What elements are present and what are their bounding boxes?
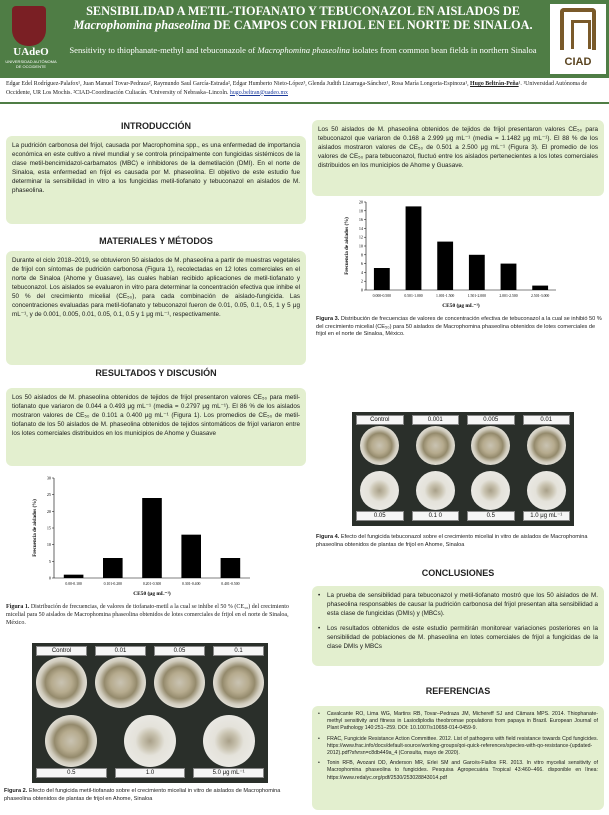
- fig4-caption-text: Efecto del fungicida tebuconazol sobre el crecimiento micelial in vitro de aislados de Macrophomina phaseolina obtenidos de plantas de frijol en Ahome, Sinaloa: [316, 534, 588, 548]
- fig4-dose-label: 0.5: [467, 511, 515, 521]
- fig3-y-tick-label: 0: [360, 287, 363, 293]
- fig1-y-tick-label: 10: [46, 542, 51, 548]
- fig1-caption: [6, 604, 298, 627]
- fig4-petri-dish: [471, 426, 510, 465]
- references-list: [318, 711, 598, 782]
- fig1-bar: [181, 535, 201, 578]
- uadeo-logo-sub: UNIVERSIDAD AUTÓNOMA DE OCCIDENTE: [5, 59, 57, 69]
- ciad-logo: [550, 4, 606, 74]
- fig2-petri-dish: [95, 657, 146, 708]
- fig3-bar: [469, 255, 485, 290]
- fig1-bar: [64, 575, 84, 578]
- poster-subtitle: [60, 45, 546, 56]
- header-divider: [0, 102, 609, 104]
- title-species: Macrophomina phaseolina: [73, 18, 211, 32]
- fig3-x-tick-label: 0.000-0.500: [372, 294, 392, 298]
- fig2-dose-label: 0.05: [154, 646, 205, 656]
- fig1-y-axis-label: Frecuencia de aislados (%): [33, 499, 38, 557]
- conclusion-item: • Los resultados obtenidos de este estudio permitirán monitorear variaciones posteriores en la sensibilidad de poblaciones de M. phaseolina en lotes comerciales de frijol a fungicidas de la clase DMIs y MBCs: [318, 624, 598, 651]
- fig2-caption-label: Figura 2.: [4, 788, 28, 794]
- fig3-x-tick-label: 0.501-1.000: [404, 294, 423, 298]
- fig3-y-tick-label: 18: [358, 208, 363, 214]
- subtitle-post: isolates from common bean fields in northern Sinaloa: [349, 45, 537, 55]
- intro-box: [6, 136, 306, 224]
- ciad-logo-brand: CIAD: [564, 56, 592, 68]
- poster-title: [58, 4, 548, 32]
- authors-text-a: Edgar Edel Rodríguez-Palafox¹, Juan Manuel Tovar-Pedraza², Raymundo Saul García-Estrada², Edgar Humberto Nieto-López³, Glenda Judith Lizarraga-Sánchez¹, Rosa María Longoria-Espinoza¹,: [6, 81, 471, 87]
- fig1-x-tick-label: 0.401-0.500: [221, 582, 240, 586]
- fig3-bar: [374, 268, 390, 290]
- fig4-dose-label: 0.1 0: [412, 511, 460, 521]
- fig3-y-tick-label: 20: [358, 199, 363, 205]
- fig4-caption: [316, 534, 604, 549]
- fig3-y-tick-label: 6: [360, 261, 363, 267]
- authors-line: [6, 80, 604, 97]
- fig3-bar-chart: [326, 198, 566, 312]
- fig2-caption-text: Efecto del fungicida metil-tiofanato sobre el crecimiento micelial in vitro de aislados de Macrophomina phaseolina obtenidos de plantas de frijol en Ahome, Sinaloa: [4, 788, 281, 802]
- methods-heading: MATERIALES Y MÉTODOS: [99, 236, 213, 246]
- results-box-right: [312, 120, 604, 196]
- reference-item: • Cavalcante RO, Lima WG, Martins RB, Tovar–Pedraza JM, Michereff SJ and Câmara MPS. 2014. Thiophanate-methyl sensitivity and fitness in Lasiodiplodia theobromae populations from papaya in Brazil. European Journal of Plant Pathology 140:251–259. DOI: 10.1007/s10658-014-0459-9.: [318, 711, 598, 733]
- fig1-bar-chart: [18, 474, 258, 602]
- fig4-petri-dish: [416, 426, 455, 465]
- reference-item: • Tonin RFB, Avozani DD, Anderson MR, Erlei SM and Garcés-Fiallos FR. 2013. In vitro mycelial sensitivity of Macrophomina phaseolina to fungicides. Pesquisa Agropecuária Tropical 43:460–466. disponible en línea: https://www.redalyc.org/pdf/2530/253028843014.pdf: [318, 760, 598, 782]
- fig1-caption-label: Figura 1.: [6, 604, 30, 610]
- fig3-x-tick-label: 1.501-2.000: [467, 294, 487, 298]
- fig1-x-tick-label: 0.101-0.200: [103, 582, 122, 586]
- fig3-bar: [406, 206, 422, 290]
- fig3-y-tick-label: 4: [360, 269, 363, 275]
- conclusion-item: • La prueba de sensibilidad para tebuconazol y metil-tiofanato mostró que los 50 aislados de M. phaseolina responsables de causar la pudrición carbonosa del frijol presentan alta sensibilidad a esta clase de fungicidas (DMIs) y (MBCs).: [318, 591, 598, 618]
- uadeo-logo: [4, 4, 57, 74]
- fig1-caption-text: Distribución de frecuencias, de valores de tiofanato-metil a la cual se inhibe el 50 % (CE₅₀) del crecimiento micelial para 50 aislados de Macrophomina phaseolina obtenidos de lotes comerciales de frijol en el norte de Sinaloa, México.: [6, 604, 289, 626]
- fig3-bar: [437, 242, 453, 290]
- ciad-mark-icon: [560, 8, 596, 50]
- fig4-petri-dish: [416, 471, 455, 510]
- fig4-dose-label: 0.001: [412, 415, 460, 425]
- fig3-x-tick-label: 1.001-1.500: [435, 294, 455, 298]
- title-line-1: SENSIBILIDAD A METIL-TIOFANATO Y TEBUCONAZOL EN AISLADOS DE: [86, 4, 520, 18]
- references-heading: REFERENCIAS: [425, 686, 491, 696]
- fig3-y-tick-label: 8: [360, 252, 363, 258]
- fig4-dose-label: 0.005: [467, 415, 515, 425]
- fig4-dose-label: Control: [356, 415, 404, 425]
- results-heading: RESULTADOS Y DISCUSIÓN: [95, 368, 217, 378]
- fig2-dose-label: 0.5: [36, 768, 107, 778]
- fig4-photo-grid: [352, 412, 574, 526]
- author-email-link[interactable]: hugo.beltran@uadeo.mx: [229, 89, 288, 96]
- fig3-x-axis-label: CE50 (μg mL⁻¹): [442, 303, 480, 309]
- fig3-y-axis-label: Frecuencia de aislados (%): [345, 217, 350, 275]
- fig3-x-tick-label: 2.001-2.500: [499, 294, 518, 298]
- results-box-left: [6, 388, 306, 466]
- fig4-dose-label: 0.01: [523, 415, 571, 425]
- subtitle-species: Macrophomina phaseolina: [257, 45, 350, 55]
- title-line-2-rest: DE CAMPOS CON FRIJOL EN EL NORTE DE SINALOA.: [210, 18, 533, 32]
- methods-body: Durante el ciclo 2018–2019, se obtuvieron 50 aislados de M. phaseolina a partir de muestras vegetales de frijol con síntomas de pudrición carbonosa (Figura 1), recolectadas en 12 lotes comerciales en el norte de Sinaloa (Ahome y Guasave), las cuales habían recibido aplicaciones de metil-tiofanato y tebuconazol. Los aislados se evaluaron in vitro para determinar la concentración efectiva que inhibe el 50 % del crecimiento micelial (CE₅₀), para cada combinación de aislado-fungicida. Las concentraciones evaluadas para metil-tiofanato y tebuconazol fueron de 0.01, 0.05, 0.1, 0.5, 1 y 5 μg mL⁻¹, y de 0.001, 0.005, 0.01, 0.05, 0.1, 0.5 y 1 μg mL⁻¹, respectivamente.: [12, 257, 300, 318]
- fig2-dose-label: 0.01: [95, 646, 146, 656]
- fig1-bar: [142, 498, 162, 578]
- fig4-petri-dish: [360, 471, 399, 510]
- fig1-x-tick-label: 0.301-0.400: [182, 582, 201, 586]
- fig1-y-tick-label: 30: [46, 475, 51, 481]
- fig3-y-tick-label: 10: [358, 243, 363, 249]
- conclusions-list: [318, 591, 598, 651]
- uadeo-shield-icon: [12, 6, 46, 46]
- fig3-caption-text: Distribución de frecuencias de valores de concentración efectiva de tebuconazol a la cual se inhibió 50 % del crecimiento micelial (CE₅₀) para 50 aislados de Macrophomina phaseolina obtenidos de lotes comerciales de frijol en el norte de Sinaloa, México.: [316, 316, 602, 337]
- fig1-x-tick-label: 0.201-0.300: [142, 582, 162, 586]
- results-body-left: Los 50 aislados de M. phaseolina obtenidos de tejidos de frijol presentaron valores CE₅₀ para metil-tiofanato que variaron de 0.044 a 0.493 μg mL⁻¹ (media = 0.2797 μg mL⁻¹). El 86 % de los aislados mostraron valores de CE₅₀ de 0.101 a 0.400 μg mL⁻¹ (Figura 1). Los promedios de CE₅₀ de metil-tiofanato de los 50 aislados de M. phaseolina obtenidos de tejidos sintomáticos de frijol variaron entre los lotes comerciales distribuidos en los municipios de Ahome y Guasave: [12, 394, 300, 437]
- fig1-x-axis-label: CE50 (μg mL⁻¹): [133, 591, 171, 597]
- fig3-caption-label: Figura 3.: [316, 316, 340, 322]
- fig2-dose-label: 0.1: [213, 646, 264, 656]
- reference-item: • FRAC, Fungicide Resistance Action Committee. 2012. List of pathogens with field resistance towards Cpd fungicides. https://www.frac.info/docs/default-source/working-groups/qoi-quick-references/species-with-qo-resistance-(updated-2012).pdf?sfvrsn=c8db449a_4 (Consulta, mayo de 2020).: [318, 736, 598, 758]
- authors-text-b: ¹. ¹Universidad Autónoma de Occidente, UR Los Mochis. ²CIAD-Coordinación Culiacán. ³University of Nebraska–Lincoln.: [6, 81, 587, 96]
- fig1-y-tick-label: 15: [46, 525, 51, 531]
- fig1-y-tick-label: 25: [46, 492, 51, 498]
- fig1-x-tick-label: 0.00-0.100: [65, 582, 82, 586]
- fig1-y-tick-label: 0: [48, 575, 51, 581]
- fig2-petri-dish: [45, 715, 97, 767]
- fig4-petri-dish: [360, 426, 399, 465]
- fig1-y-tick-label: 5: [48, 558, 51, 564]
- fig4-dose-label: 1.0 μg mL⁻¹: [523, 511, 571, 521]
- fig4-caption-label: Figura 4.: [316, 534, 340, 540]
- subtitle-pre: Sensitivity to thiophanate-methyl and tebuconazole of: [69, 45, 258, 55]
- authors-highlight: Hugo Beltrán-Peña: [470, 81, 519, 87]
- fig3-y-tick-label: 16: [358, 217, 363, 223]
- fig2-petri-dish: [36, 657, 87, 708]
- poster-header: [0, 0, 609, 78]
- uadeo-logo-brand: UAdeO: [13, 46, 49, 58]
- fig4-petri-dish: [527, 426, 566, 465]
- fig1-bar: [103, 558, 123, 578]
- fig2-photo-grid: [32, 643, 268, 783]
- fig3-y-tick-label: 2: [360, 278, 363, 284]
- fig3-y-tick-label: 12: [358, 234, 363, 240]
- fig2-caption: [4, 788, 302, 803]
- fig2-petri-dish: [203, 715, 255, 767]
- fig4-dose-label: 0.05: [356, 511, 404, 521]
- fig3-caption: [316, 316, 604, 339]
- fig2-dose-label: Control: [36, 646, 87, 656]
- methods-box: [6, 251, 306, 365]
- intro-body: La pudrición carbonosa del frijol, causada por Macrophomina spp., es una enfermedad de importancia económica en este cultivo a nivel mundial y se controla principalmente con fungicidas sistémicos de la clase metil-bencimidazol-carbamatos (MBC) e inhibidores de la demetilación (DMI). En el norte de Sinaloa, esta enfermedad en frijol es causada por M. phaseolina. El objetivo de este estudio fue determinar la sensibilidad in vitro a los fungicidas metil-tiofanato y tebuconazol en aislados de M. phaseolina.: [12, 142, 300, 194]
- fig2-petri-dish: [213, 657, 264, 708]
- title-line-2: [58, 18, 548, 32]
- fig3-bar: [532, 286, 548, 290]
- results-body-right: Los 50 aislados de M. phaseolina obtenidos de tejidos de frijol presentaron valores CE₅₀ para tebuconazol que variaron de 0.168 a 2.999 μg mL⁻¹ (media = 1.1482 μg mL⁻¹). El 88 % de los aislados mostraron valores de CE₅₀ de 0.501 a 2.500 μg mL⁻¹ (Figura 3). El promedio de los valores de CE₅₀ para tebuconazol, fluctuó entre los aislados pertenecientes a los lotes comerciales distribuidos en los municipios de Ahome y Guasave.: [318, 126, 598, 169]
- fig4-petri-dish: [471, 471, 510, 510]
- fig2-dose-label: 5.0 μg mL⁻¹: [193, 768, 264, 778]
- conclusions-heading: CONCLUSIONES: [421, 568, 495, 578]
- fig4-petri-dish: [527, 471, 566, 510]
- fig2-petri-dish: [154, 657, 205, 708]
- fig1-y-tick-label: 20: [46, 508, 51, 514]
- fig3-y-tick-label: 14: [358, 225, 363, 231]
- intro-heading: INTRODUCCIÓN: [121, 121, 191, 131]
- fig3-x-tick-label: 2.501-3.000: [530, 294, 550, 298]
- fig1-bar: [221, 558, 241, 578]
- fig2-dose-label: 1.0: [115, 768, 186, 778]
- fig2-petri-dish: [124, 715, 176, 767]
- conclusions-box: [312, 586, 604, 666]
- references-box: [312, 706, 604, 810]
- fig3-bar: [501, 264, 517, 290]
